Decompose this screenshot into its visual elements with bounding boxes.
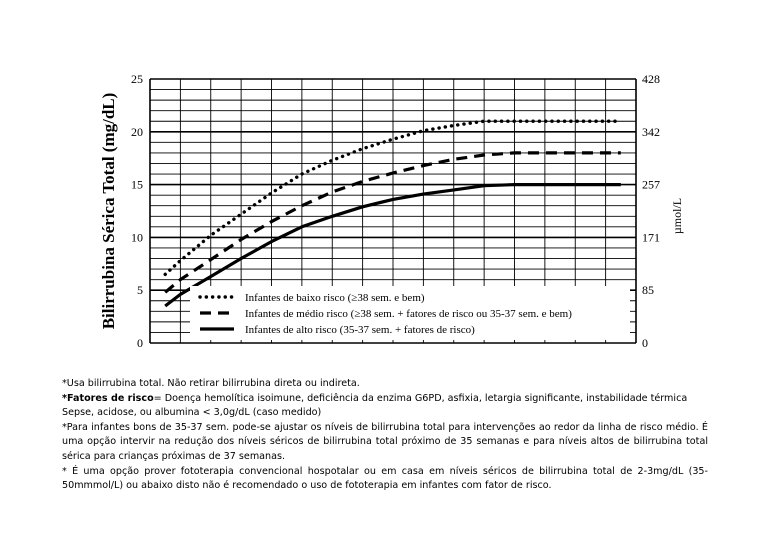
y2-tick-label: 171	[642, 230, 660, 245]
y-tick-label: 0	[137, 336, 143, 350]
legend-label-solid: Infantes de alto risco (35-37 sem. + fatores de risco)	[245, 324, 475, 336]
note-risk-factors-text: = Doença hemolítica isoimune, deficiência da enzima G6PD, asfixia, letargia significante, instabilidade térmica	[153, 392, 688, 404]
y-tick-label: 15	[131, 177, 143, 192]
y-tick-label: 5	[137, 283, 143, 298]
left-axis-ticks	[131, 72, 143, 350]
y-tick-label: 10	[131, 230, 143, 245]
y2-tick-label: 85	[642, 283, 654, 298]
note-risk-factors	[62, 392, 708, 407]
y-axis-label: Bilirrubina Sérica Total (mg/dL)	[99, 92, 118, 330]
note-risk-factors-cont: Sepse, acidose, ou albumina < 3,0g/dL (caso medido)	[62, 407, 322, 419]
right-axis-ticks	[642, 72, 660, 350]
note-35-37-weeks: *Para infantes bons de 35-37 sem. pode-se ajustar os níveis de bilirrubina total para intervenções ao redor da linha de risco médio. É uma opção intervir na redução dos níveis séricos de bilirrubina total próximo de 35 semanas e para níveis altos de bilirrubina total sérica para crianças próximas de 37 semanas.	[62, 421, 708, 462]
y2-axis-label: µmol/L	[670, 197, 684, 235]
legend-label-dotted: Infantes de baixo risco (≥38 sem. e bem)	[245, 292, 425, 304]
note-total-bilirubin: *Usa bilirrubina total. Não retirar bilirrubina direta ou indireta.	[62, 378, 360, 389]
note-risk-factors-title: *Fatores de risco	[62, 392, 154, 404]
legend-label-dashed: Infantes de médio risco (≥38 sem. + fatores de risco ou 35-37 sem. e bem)	[245, 308, 572, 320]
y-tick-label: 25	[131, 72, 143, 86]
note-phototherapy: * É uma opção prover fototerapia convencional hospotalar ou em casa em níveis séricos de bilirrubina total de 2-3mg/dL (35-50mmmol/L) ou abaixo disto não é recomendado o uso de fototerapia em infantes com fator de risco.	[62, 465, 708, 492]
y2-tick-label: 428	[642, 72, 660, 86]
y2-tick-label: 342	[642, 124, 660, 139]
y2-tick-label: 0	[642, 336, 648, 350]
notes-block	[62, 377, 708, 494]
y2-tick-label: 257	[642, 177, 660, 192]
y-tick-label: 20	[131, 124, 143, 139]
